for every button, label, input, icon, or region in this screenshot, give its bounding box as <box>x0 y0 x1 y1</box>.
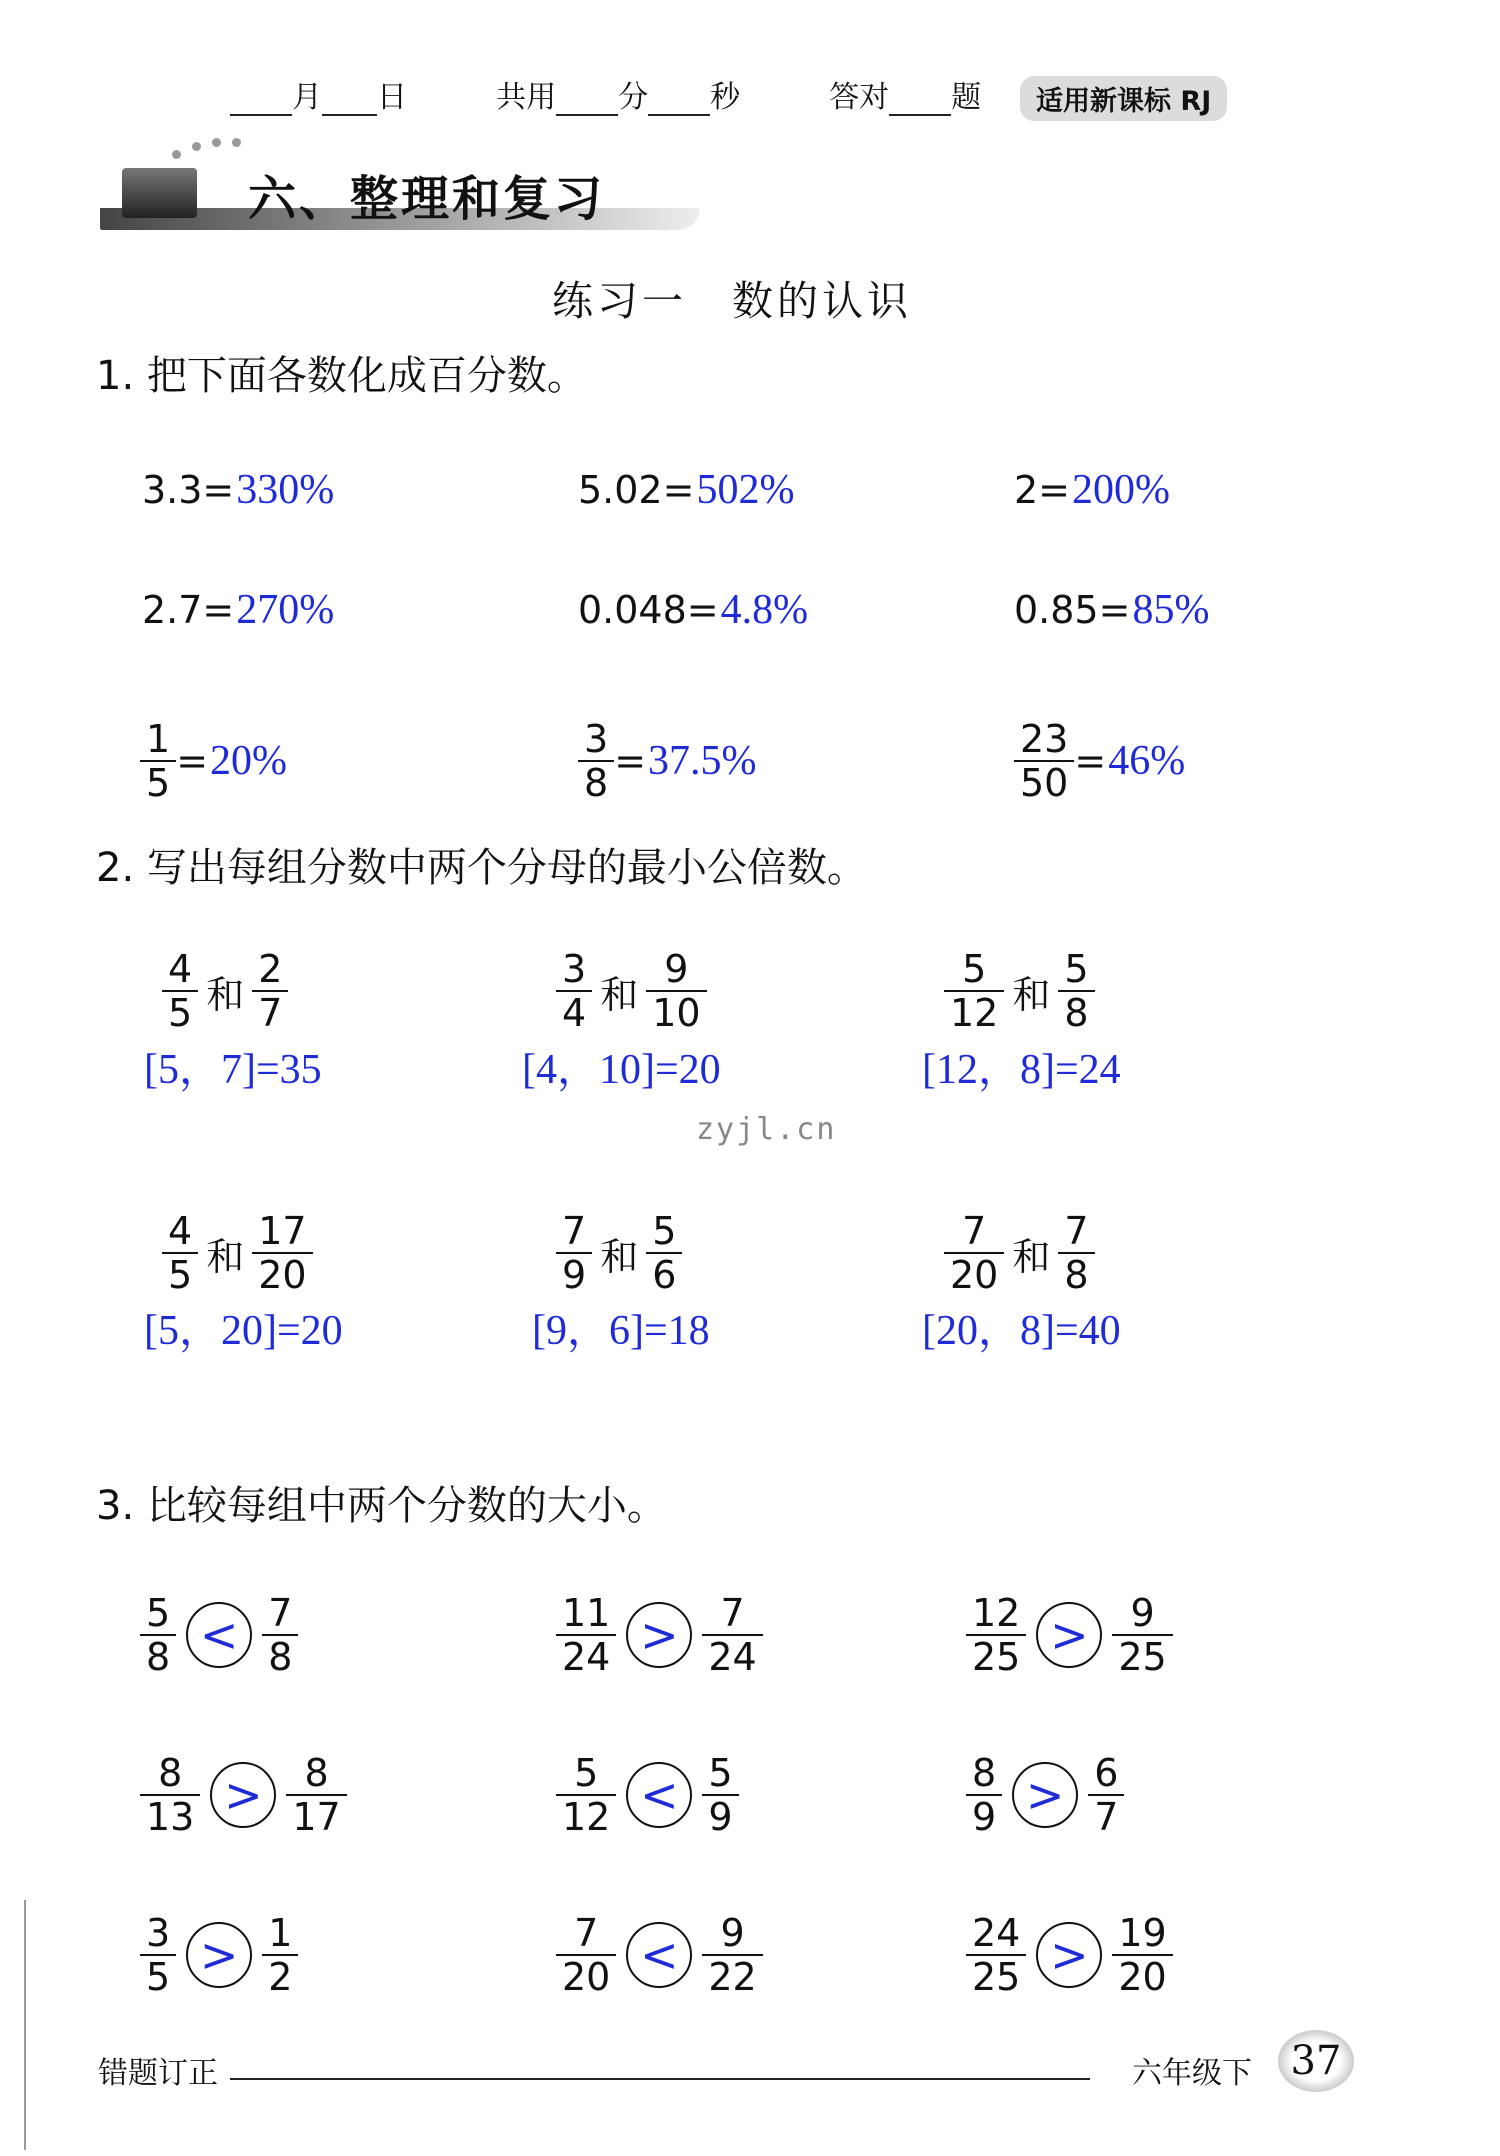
month-label: 月 <box>292 80 322 115</box>
q1-answer: 85% <box>1132 587 1210 633</box>
q3-comparison: $\frac{24}{25}$ > $\frac{19}{20}$ <box>966 1912 1173 1998</box>
q3-comparison: $\frac{8}{13}$ > $\frac{8}{17}$ <box>140 1752 347 1838</box>
q1-item <box>142 466 334 514</box>
q1-prompt: 1. 把下面各数化成百分数。 <box>96 353 587 399</box>
answer-circle[interactable]: < <box>626 1922 692 1988</box>
q1-answer: 46% <box>1108 738 1186 784</box>
q3-comparison: $\frac{12}{25}$ > $\frac{9}{25}$ <box>966 1592 1173 1678</box>
q1-answer: 20% <box>210 738 288 784</box>
seconds-label: 秒 <box>710 80 741 115</box>
answer-circle[interactable]: < <box>626 1762 692 1828</box>
q1-item <box>1014 466 1170 514</box>
seconds-blank[interactable] <box>648 84 710 116</box>
fraction: $\frac{1}{5}$ <box>140 718 176 804</box>
correction-label: 错题订正 <box>98 2056 218 2091</box>
q1-answer: 37.5% <box>648 738 757 784</box>
q2-fraction-pair: $\frac{7}{20}$ 和 $\frac{7}{8}$ <box>944 1210 1095 1296</box>
q1-answer: 502% <box>696 467 795 513</box>
q1-item-left: 0.048= <box>578 588 719 632</box>
q2-fraction-pair: $\frac{3}{4}$ 和 $\frac{9}{10}$ <box>556 948 707 1034</box>
q1-answer: 200% <box>1072 467 1171 513</box>
q3-comparison: $\frac{11}{24}$ > $\frac{7}{24}$ <box>556 1592 763 1678</box>
answer-circle[interactable]: > <box>1036 1602 1102 1668</box>
q2-answer: [5，7]=35 <box>144 1047 322 1093</box>
q2-fraction-pair: $\frac{7}{9}$ 和 $\frac{5}{6}$ <box>556 1210 682 1296</box>
q1-answer: 270% <box>236 587 335 633</box>
page-number: 37 <box>1278 2030 1354 2092</box>
banner-box-icon <box>122 168 197 218</box>
q1-item-left: 3.3= <box>142 468 235 512</box>
answer-circle[interactable]: > <box>1012 1762 1078 1828</box>
q1-fraction-item: $\frac{23}{50}$ = 46% <box>1014 718 1185 804</box>
section-title: 六、整理和复习 <box>248 171 606 227</box>
grade-label: 六年级下 <box>1132 2056 1252 2091</box>
correction-line[interactable] <box>230 2078 1090 2080</box>
answer-circle[interactable]: > <box>1036 1922 1102 1988</box>
minutes-label: 分 <box>618 80 649 115</box>
q3-prompt: 3. 比较每组中两个分数的大小。 <box>96 1483 667 1529</box>
date-header <box>230 72 981 116</box>
questions-label: 题 <box>951 80 982 115</box>
answer-circle[interactable]: > <box>210 1762 276 1828</box>
q1-item <box>578 586 808 634</box>
q1-item-left: 2= <box>1014 468 1071 512</box>
answer-circle[interactable]: < <box>186 1602 252 1668</box>
q2-fraction-pair: $\frac{4}{5}$ 和 $\frac{17}{20}$ <box>162 1210 313 1296</box>
q3-comparison: $\frac{3}{5}$ > $\frac{1}{2}$ <box>140 1912 298 1998</box>
fraction: $\frac{3}{8}$ <box>578 718 614 804</box>
correct-label: 答对 <box>829 80 890 115</box>
answer-circle[interactable]: > <box>186 1922 252 1988</box>
day-label: 日 <box>377 80 407 115</box>
q2-prompt: 2. 写出每组分数中两个分母的最小公倍数。 <box>96 845 867 891</box>
q3-comparison: $\frac{5}{8}$ < $\frac{7}{8}$ <box>140 1592 298 1678</box>
q3-comparison: $\frac{8}{9}$ > $\frac{6}{7}$ <box>966 1752 1124 1838</box>
answer-circle[interactable]: > <box>626 1602 692 1668</box>
edition-tag: 适用新课标 RJ <box>1020 76 1227 121</box>
q1-fraction-item: $\frac{1}{5}$ = 20% <box>140 718 287 804</box>
q1-item-left: 5.02= <box>578 468 695 512</box>
margin-line <box>24 1900 26 2150</box>
q2-answer: [20，8]=40 <box>922 1308 1121 1354</box>
q3-comparison: $\frac{5}{12}$ < $\frac{5}{9}$ <box>556 1752 739 1838</box>
q1-answer: 4.8% <box>720 587 809 633</box>
used-label: 共用 <box>496 80 557 115</box>
watermark: zyjl.cn <box>696 1112 837 1147</box>
q1-item <box>142 586 334 634</box>
q2-fraction-pair: $\frac{4}{5}$ 和 $\frac{2}{7}$ <box>162 948 288 1034</box>
q1-item <box>578 466 794 514</box>
q1-fraction-item: $\frac{3}{8}$ = 37.5% <box>578 718 757 804</box>
q2-fraction-pair: $\frac{5}{12}$ 和 $\frac{5}{8}$ <box>944 948 1095 1034</box>
q1-item-left: 0.85= <box>1014 588 1131 632</box>
q2-answer: [9，6]=18 <box>532 1308 710 1354</box>
fraction: $\frac{23}{50}$ <box>1014 718 1074 804</box>
q1-answer: 330% <box>236 467 335 513</box>
correct-blank[interactable] <box>889 84 951 116</box>
q1-item <box>1014 586 1209 634</box>
day-blank[interactable] <box>322 84 377 116</box>
q2-answer: [12，8]=24 <box>922 1047 1121 1093</box>
exercise-subtitle: 练习一 数的认识 <box>552 277 912 325</box>
q2-answer: [4，10]=20 <box>522 1047 721 1093</box>
month-blank[interactable] <box>230 84 292 116</box>
q2-answer: [5，20]=20 <box>144 1308 343 1354</box>
q3-comparison: $\frac{7}{20}$ < $\frac{9}{22}$ <box>556 1912 763 1998</box>
minutes-blank[interactable] <box>556 84 618 116</box>
q1-item-left: 2.7= <box>142 588 235 632</box>
